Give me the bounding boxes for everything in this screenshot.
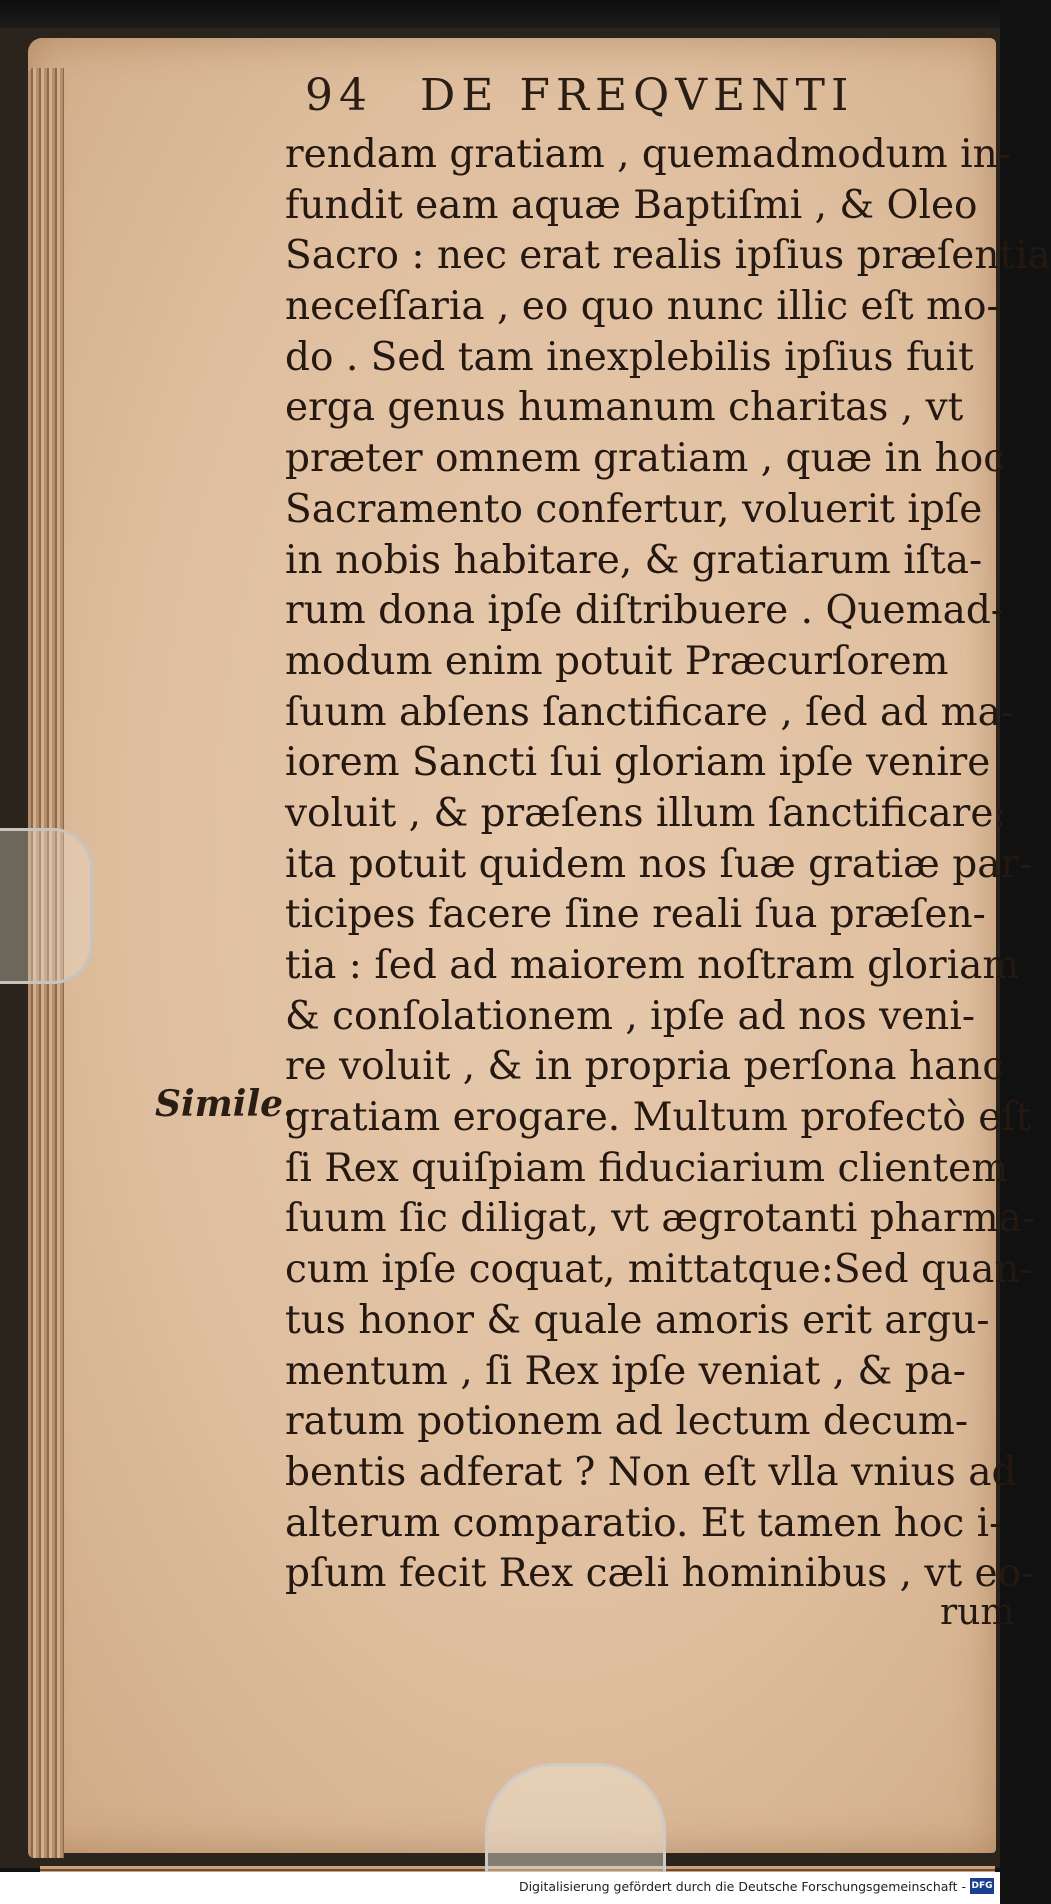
text-line: re voluit , & in propria perſona hanc (285, 1044, 1005, 1090)
text-line: ratum potionem ad lectum decum- (285, 1399, 969, 1445)
text-line: fundit eam aquæ Baptiſmi , & Oleo (285, 182, 978, 228)
catchword: rum (940, 1592, 1015, 1633)
text-line: erga genus humanum charitas , vt (285, 385, 964, 431)
text-line: ticipes facere ſine reali ſua præſen- (285, 892, 986, 938)
text-line: in nobis habitare, & gratiarum iſta- (285, 537, 983, 583)
text-line: præter omnem gratiam , quæ in hoc (285, 436, 1006, 482)
text-line: voluit , & præſens illum ſanctificare: (285, 790, 1007, 836)
text-line: tus honor & quale amoris erit argu- (285, 1297, 990, 1343)
text-line: alterum comparatio. Et tamen hoc i- (285, 1500, 1003, 1546)
dfg-logo: DFG (970, 1878, 994, 1894)
text-line: rum dona ipſe diſtribuere . Quemad- (285, 588, 1004, 634)
text-line: gratiam erogare. Multum profectò eſt (285, 1095, 1032, 1141)
text-line: modum enim potuit Præcurſorem (285, 638, 949, 684)
marginal-note: Simile. (155, 1083, 296, 1125)
text-line: pſum fecit Rex cæli hominibus , vt eo- (285, 1551, 1035, 1597)
text-line: Sacro : nec erat realis ipſius præſentia (285, 233, 1051, 279)
text-line: neceſſaria , eo quo nunc illic eſt mo- (285, 284, 1000, 330)
text-line: ſuum abſens ſanctificare , ſed ad ma- (285, 689, 1015, 735)
footer-credit: Digitalisierung gefördert durch die Deutsche Forschungsgemeinschaft - (518, 1879, 966, 1894)
text-line: ita potuit quidem nos ſuæ gratiæ par- (285, 841, 1033, 887)
text-line: bentis adferat ? Non eſt vlla vnius ad (285, 1449, 1017, 1495)
digitization-footer (0, 1872, 1000, 1904)
text-line: cum ipſe coquat, mittatque:Sed quan- (285, 1247, 1033, 1293)
text-line: & conſolationem , ipſe ad nos veni- (285, 993, 976, 1039)
text-line: do . Sed tam inexplebilis ipſius fuit (285, 334, 974, 380)
text-line: ſuum ſic diligat, vt ægrotanti pharma- (285, 1196, 1036, 1242)
running-title: DE FREQVENTI (420, 70, 855, 121)
plastic-page-clip-left (0, 828, 93, 984)
text-line: iorem Sancti ſui gloriam ipſe venire (285, 740, 991, 786)
text-line: rendam gratiam , quemadmodum in- (285, 132, 1011, 177)
body-text (285, 130, 1051, 1600)
page-header (305, 70, 925, 130)
page-number: 94 (305, 70, 373, 121)
text-line: mentum , ſi Rex ipſe veniat , & pa- (285, 1348, 966, 1394)
text-line: tia : ſed ad maiorem noſtram gloriam (285, 943, 1020, 988)
text-line: Sacramento confertur, voluerit ipſe (285, 486, 983, 532)
text-line: ſi Rex quiſpiam fiduciarium clientem (285, 1145, 1009, 1191)
